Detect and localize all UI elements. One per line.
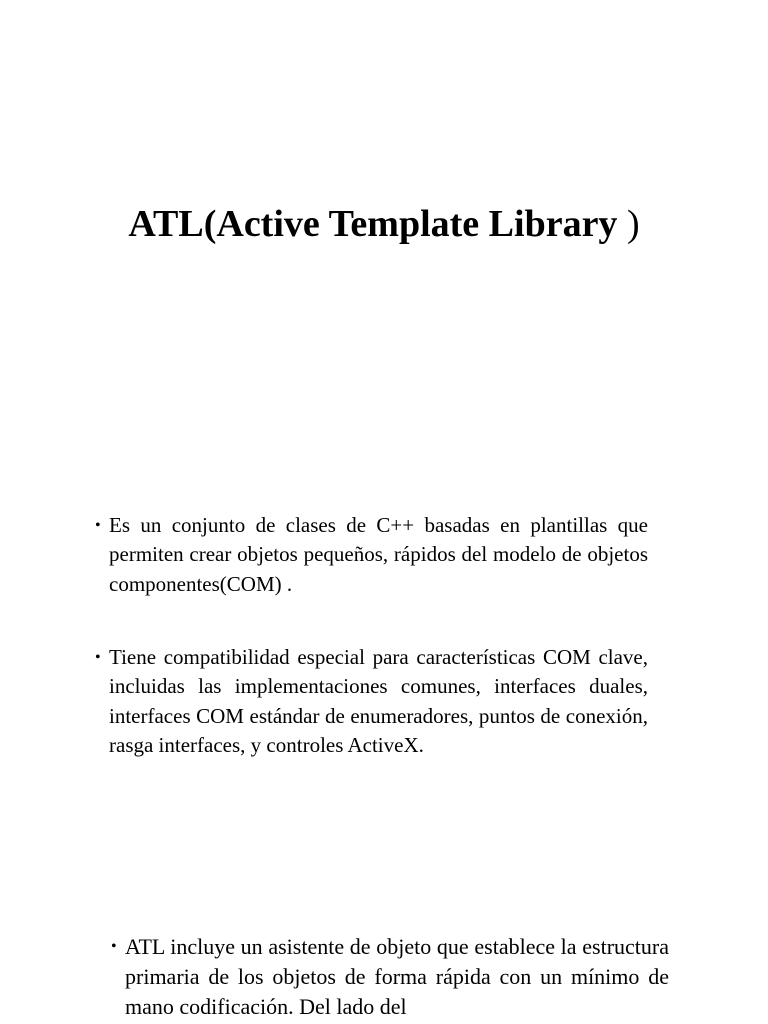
bullet-marker-icon: • <box>111 938 117 955</box>
bullet-text: ATL incluye un asistente de objeto que establece la estructura primaria de los objetos de forma rápida con un mínimo de mano codificación. Del lado del <box>125 934 669 1019</box>
title-closing: ) <box>617 203 640 245</box>
bullet-item-2 <box>95 643 648 760</box>
bullet-item-1 <box>95 511 648 599</box>
bullet-marker-icon: • <box>95 649 101 666</box>
bullet-text: Es un conjunto de clases de C++ basadas en plantillas que permiten crear objetos pequeños, rápidos del modelo de objetos componentes(COM) . <box>109 513 648 596</box>
page-title <box>0 196 768 252</box>
bullet-item-3 <box>111 932 669 1022</box>
bullet-text: Tiene compatibilidad especial para características COM clave, incluidas las implementaciones comunes, interfaces duales, interfaces COM estándar de enumeradores, puntos de conexión, rasga interfaces, y controles ActiveX. <box>109 645 648 757</box>
title-main: ATL(Active Template Library <box>128 203 618 245</box>
bullet-marker-icon: • <box>95 517 101 534</box>
